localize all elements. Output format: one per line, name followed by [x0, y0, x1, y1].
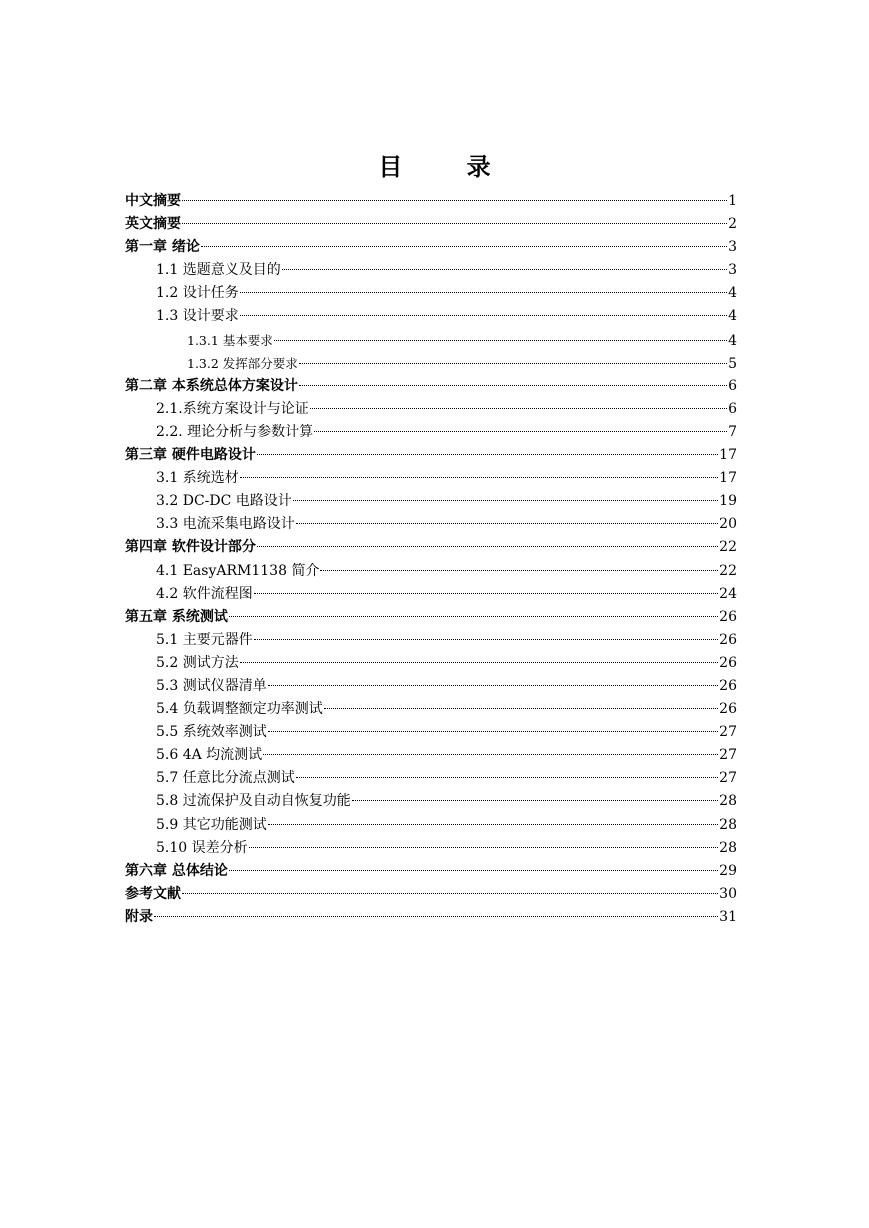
toc-entry-page-number: 3	[728, 239, 737, 256]
toc-leader-dots	[296, 523, 718, 524]
toc-leader-dots	[296, 777, 718, 778]
toc-leader-dots	[254, 639, 718, 640]
page-title: 目 录	[378, 153, 519, 181]
toc-entry-page-number: 27	[719, 747, 737, 764]
toc-entry-label: 第三章 硬件电路设计	[125, 447, 256, 464]
toc-entry[interactable]	[125, 444, 737, 467]
toc-entry-label: 中文摘要	[125, 193, 181, 209]
toc-entry-page-number: 27	[719, 724, 737, 741]
toc-leader-dots	[229, 616, 718, 617]
toc-leader-dots	[229, 870, 718, 871]
toc-leader-dots	[254, 593, 718, 594]
toc-entry-label: 2.2. 理论分析与参数计算	[156, 423, 314, 440]
toc-entry[interactable]	[125, 906, 737, 929]
toc-entry-page-number: 5	[728, 355, 737, 372]
toc-entry-page-number: 17	[719, 470, 737, 487]
toc-entry-label: 4.2 软件流程图	[156, 585, 253, 602]
toc-entry-page-number: 31	[719, 908, 737, 925]
toc-leader-dots	[240, 477, 718, 478]
toc-leader-dots	[282, 269, 727, 270]
toc-leader-dots	[299, 385, 727, 386]
toc-leader-dots	[154, 916, 718, 917]
toc-leader-dots	[257, 546, 718, 547]
toc-entry[interactable]	[125, 190, 737, 213]
toc-entry-page-number: 2	[728, 216, 737, 233]
toc-entry-label: 1.3.1 基本要求	[187, 332, 273, 348]
toc-entry[interactable]	[125, 513, 737, 536]
toc-entry-label: 4.1 EasyARM1138 简介	[156, 562, 320, 579]
toc-entry[interactable]	[125, 860, 737, 883]
toc-entry-label: 第二章 本系统总体方案设计	[125, 377, 298, 394]
toc-entry-page-number: 4	[728, 308, 737, 325]
toc-entry[interactable]	[125, 282, 737, 305]
toc-entry-label: 5.2 测试方法	[156, 654, 239, 671]
toc-entry-label: 3.1 系统选材	[156, 470, 239, 487]
toc-leader-dots	[352, 800, 718, 801]
toc-entry-label: 第五章 系统测试	[125, 608, 228, 625]
toc-entry[interactable]	[125, 560, 737, 583]
toc-entry-page-number: 28	[719, 839, 737, 856]
toc-leader-dots	[249, 847, 719, 848]
toc-entry[interactable]	[125, 467, 737, 490]
toc-entry-page-number: 28	[719, 793, 737, 810]
toc-entry-page-number: 27	[719, 770, 737, 787]
toc-entry-page-number: 6	[728, 377, 737, 394]
toc-leader-dots	[240, 315, 727, 316]
toc-entry[interactable]	[125, 490, 737, 513]
toc-entry-page-number: 26	[719, 701, 737, 718]
toc-entry-label: 2.1.系统方案设计与论证	[156, 400, 309, 417]
toc-entry-page-number: 28	[719, 816, 737, 833]
toc-entry-page-number: 26	[719, 608, 737, 625]
toc-entry[interactable]	[125, 744, 737, 767]
toc-entry-label: 5.4 负载调整额定功率测试	[156, 701, 323, 718]
toc-entry[interactable]	[125, 536, 737, 559]
toc-entry-page-number: 20	[719, 516, 737, 533]
toc-leader-dots	[268, 824, 718, 825]
toc-entry-label: 1.1 选题意义及目的	[156, 262, 281, 279]
toc-entry-label: 5.5 系统效率测试	[156, 724, 267, 741]
toc-entry[interactable]	[125, 305, 737, 328]
toc-entry[interactable]	[125, 629, 737, 652]
toc-entry[interactable]	[125, 583, 737, 606]
toc-entry[interactable]	[125, 675, 737, 698]
toc-entry-page-number: 26	[719, 677, 737, 694]
toc-entry[interactable]	[125, 421, 737, 444]
toc-leader-dots	[299, 363, 727, 364]
toc-entry-page-number: 24	[719, 585, 737, 602]
toc-entry[interactable]	[125, 698, 737, 721]
toc-entry[interactable]	[125, 814, 737, 837]
toc-entry-label: 5.9 其它功能测试	[156, 816, 267, 833]
toc-entry-label: 1.2 设计任务	[156, 285, 239, 302]
toc-entry-page-number: 6	[728, 400, 737, 417]
toc-leader-dots	[257, 454, 718, 455]
toc-entry-label: 3.2 DC-DC 电路设计	[156, 493, 292, 510]
toc-entry-page-number: 3	[728, 262, 737, 279]
toc-leader-dots	[310, 408, 727, 409]
toc-entry-page-number: 22	[719, 562, 737, 579]
toc-entry[interactable]	[125, 375, 737, 398]
toc-entry[interactable]	[125, 721, 737, 744]
toc-entry-label: 参考文献	[125, 885, 181, 902]
toc-entry[interactable]	[125, 790, 737, 813]
toc-entry[interactable]	[125, 213, 737, 236]
toc-leader-dots	[274, 340, 727, 341]
toc-entry-page-number: 26	[719, 654, 737, 671]
toc-entry-label: 第一章 绪论	[125, 239, 200, 256]
toc-entry-page-number: 22	[719, 539, 737, 556]
toc-entry[interactable]	[125, 767, 737, 790]
toc-entry-page-number: 17	[719, 447, 737, 464]
table-of-contents	[125, 190, 737, 929]
toc-entry-label: 5.7 任意比分流点测试	[156, 770, 295, 787]
toc-leader-dots	[324, 708, 718, 709]
toc-leader-dots	[240, 292, 727, 293]
toc-leader-dots	[182, 223, 727, 224]
toc-leader-dots	[268, 685, 718, 686]
toc-entry-page-number: 4	[728, 285, 737, 302]
toc-entry[interactable]	[125, 398, 737, 421]
toc-entry[interactable]	[125, 236, 737, 259]
toc-entry-label: 1.3 设计要求	[156, 308, 239, 325]
toc-entry-page-number: 4	[728, 332, 737, 349]
toc-entry[interactable]	[125, 259, 737, 282]
toc-leader-dots	[320, 570, 718, 571]
toc-entry[interactable]	[125, 352, 737, 375]
toc-leader-dots	[293, 500, 718, 501]
toc-entry-label: 3.3 电流采集电路设计	[156, 516, 295, 533]
toc-entry-page-number: 7	[728, 423, 737, 440]
toc-entry-page-number: 29	[719, 862, 737, 879]
toc-leader-dots	[240, 662, 718, 663]
toc-entry[interactable]	[125, 837, 737, 860]
toc-entry-label: 第四章 软件设计部分	[125, 539, 256, 556]
toc-entry[interactable]	[125, 329, 737, 352]
toc-leader-dots	[263, 754, 718, 755]
toc-leader-dots	[201, 246, 727, 247]
toc-entry-page-number: 19	[719, 493, 737, 510]
toc-entry-label: 附录	[125, 908, 153, 925]
toc-leader-dots	[314, 431, 727, 432]
toc-leader-dots	[182, 893, 718, 894]
toc-entry-label: 5.3 测试仪器清单	[156, 677, 267, 694]
toc-entry-label: 第六章 总体结论	[125, 862, 228, 879]
toc-entry-label: 5.8 过流保护及自动自恢复功能	[156, 793, 351, 810]
toc-entry[interactable]	[125, 883, 737, 906]
toc-entry[interactable]	[125, 606, 737, 629]
toc-leader-dots	[268, 731, 718, 732]
toc-leader-dots	[182, 200, 727, 201]
toc-entry-label: 5.1 主要元器件	[156, 631, 253, 648]
toc-entry-label: 英文摘要	[125, 216, 181, 233]
toc-entry-label: 1.3.2 发挥部分要求	[187, 355, 298, 371]
toc-entry[interactable]	[125, 652, 737, 675]
toc-entry-page-number: 30	[719, 885, 737, 902]
toc-entry-label: 5.10 误差分析	[156, 839, 248, 856]
toc-entry-page-number: 26	[719, 631, 737, 648]
toc-entry-label: 5.6 4A 均流测试	[156, 747, 263, 764]
toc-entry-page-number: 1	[728, 193, 737, 209]
